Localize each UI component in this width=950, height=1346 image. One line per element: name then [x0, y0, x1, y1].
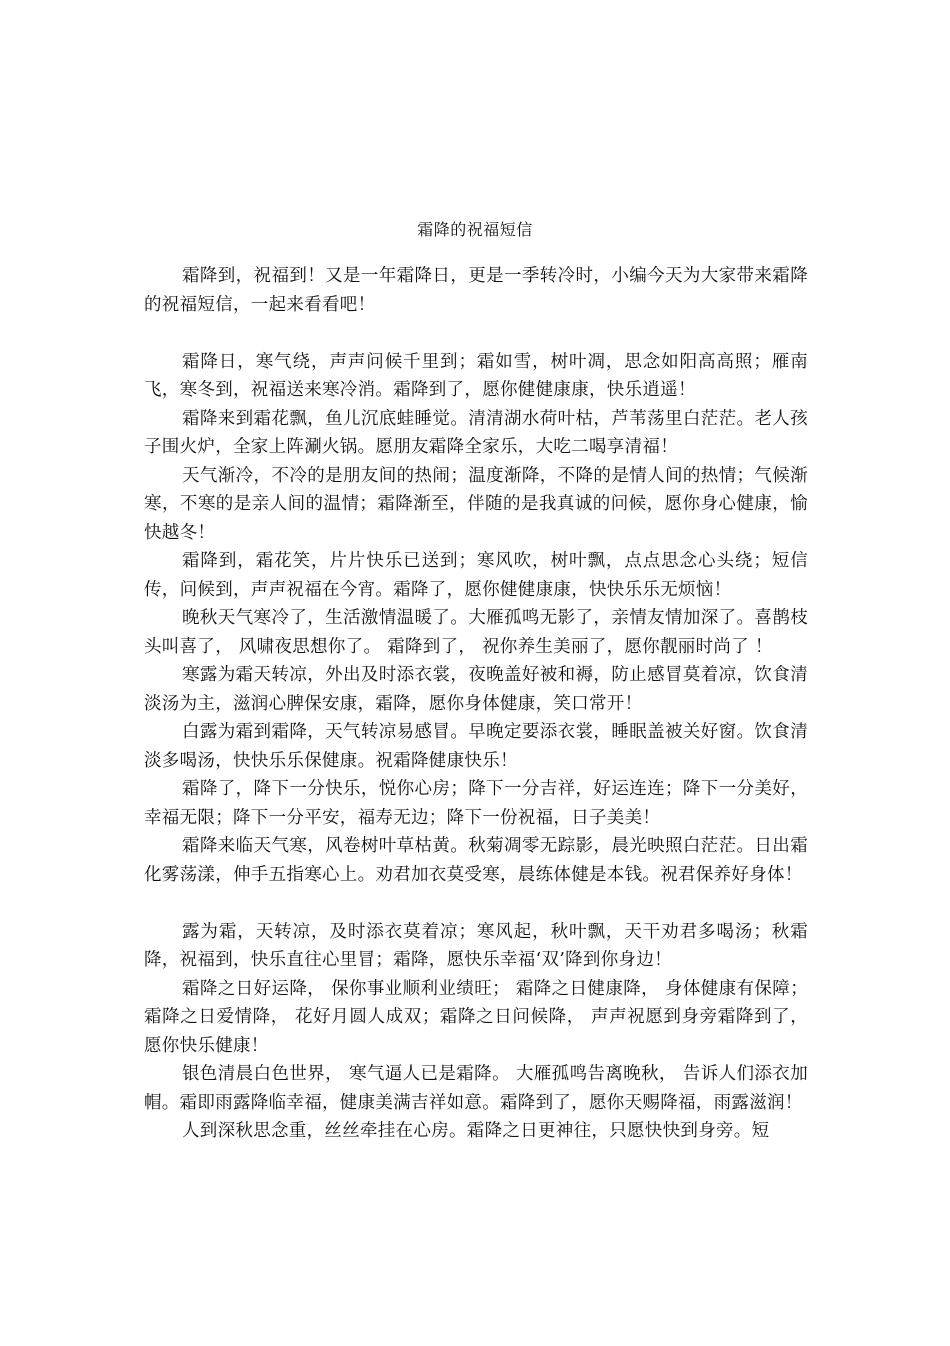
document-body — [144, 262, 808, 1146]
message-paragraph: 霜降了，降下一分快乐，悦你心房；降下一分吉祥，好运连连；降下一分美好，幸福无限；降下一分平安，福寿无边；降下一份祝福，日子美美！ — [144, 779, 808, 828]
message-paragraph: 银色清晨白色世界， 寒气逼人已是霜降。 大雁孤鸣告离晚秋， 告诉人们添衣加帽。霜即雨露降临幸福，健康美满吉祥如意。霜降到了，愿你天赐降福，雨露滋润！ — [144, 1064, 808, 1113]
message-paragraph: 白露为霜到霜降，天气转凉易感冒。早晚定要添衣裳，睡眠盖被关好窗。饮食清淡多喝汤，快快乐乐保健康。祝霜降健康快乐！ — [144, 722, 808, 771]
message-paragraph: 霜降日，寒气绕，声声问候千里到；霜如雪，树叶凋，思念如阳高高照；雁南飞，寒冬到，祝福送来寒冷消。霜降到了，愿你健健康康，快乐逍遥！ — [144, 351, 808, 400]
message-paragraph: 晚秋天气寒冷了，生活激情温暖了。大雁孤鸣无影了，亲情友情加深了。喜鹊枝头叫喜了， 风啸夜思想你了。 霜降到了， 祝你养生美丽了，愿你靓丽时尚了 ！ — [144, 608, 808, 657]
intro-paragraph: 霜降到，祝福到！又是一年霜降日，更是一季转冷时，小编今天为大家带来霜降的祝福短信，一起来看看吧！ — [144, 266, 808, 315]
message-paragraph: 霜降之日好运降， 保你事业顺利业绩旺； 霜降之日健康降， 身体健康有保障；霜降之日爱情降， 花好月圆人成双；霜降之日问候降， 声声祝愿到身旁霜降到了，愿你快乐健康！ — [144, 978, 808, 1056]
message-paragraph: 霜降到，霜花笑，片片快乐已送到；寒风吹，树叶飘，点点思念心头绕；短信传，问候到，声声祝福在今宵。霜降了，愿你健健康康，快快乐乐无烦恼！ — [144, 551, 808, 600]
message-paragraph: 霜降来到霜花飘，鱼儿沉底蛙睡觉。清清湖水荷叶枯，芦苇荡里白茫茫。老人孩子围火炉，全家上阵涮火锅。愿朋友霜降全家乐，大吃二喝享清福！ — [144, 408, 808, 457]
document-title: 霜降的祝福短信 — [417, 220, 533, 239]
message-paragraph: 寒露为霜天转凉，外出及时添衣裳，夜晚盖好被和褥，防止感冒莫着凉，饮食清淡汤为主，滋润心脾保安康，霜降，愿你身体健康，笑口常开！ — [144, 665, 808, 714]
message-paragraph: 霜降来临天气寒，风卷树叶草枯黄。秋菊凋零无踪影，晨光映照白茫茫。日出霜化雾荡漾，伸手五指寒心上。劝君加衣莫受寒，晨练体健是本钱。祝君保养好身体！ — [144, 836, 808, 885]
paragraph-spacer — [144, 889, 808, 918]
message-paragraph: 天气渐冷，不冷的是朋友间的热闹；温度渐降，不降的是情人间的热情；气候渐寒，不寒的是亲人间的温情；霜降渐至，伴随的是我真诚的问候，愿你身心健康，愉快越冬！ — [144, 465, 808, 543]
message-paragraph: 人到深秋思念重，丝丝牵挂在心房。霜降之日更神往，只愿快快到身旁。短 — [182, 1121, 770, 1141]
paragraph-spacer — [144, 319, 808, 348]
message-paragraph: 露为霜，天转凉，及时添衣莫着凉；寒风起，秋叶飘，天干劝君多喝汤；秋霜降，祝福到，快乐直往心里冒；霜降，愿快乐幸福‘双’降到你身边！ — [144, 921, 808, 970]
